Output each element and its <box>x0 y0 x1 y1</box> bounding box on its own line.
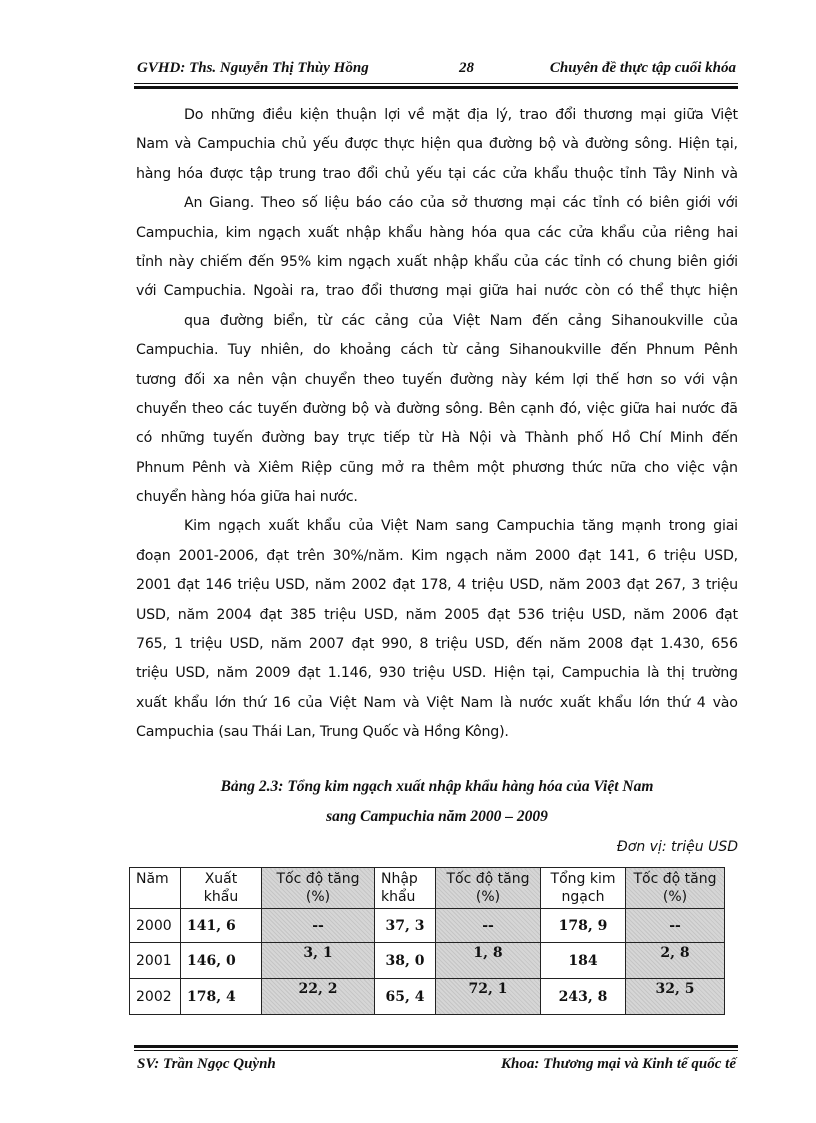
text-line: chuyển hàng hóa giữa hai nước. <box>136 489 358 506</box>
table-row <box>130 943 725 979</box>
cell-total: 184 <box>541 943 626 979</box>
footer-faculty: Khoa: Thương mại và Kinh tế quốc tế <box>501 1056 736 1072</box>
header-rule-thick <box>134 86 738 89</box>
text-line: tương đối xa nên vận chuyển theo tuyến đường này kém lợi thế hơn so với vận <box>136 371 738 388</box>
cell-year: 2001 <box>130 943 181 979</box>
cell-import-growth: 72, 1 <box>436 979 541 1015</box>
cell-export: 146, 0 <box>181 943 262 979</box>
text-line: có những tuyến đường bay trực tiếp từ Hà Nội và Thành phố Hồ Chí Minh đến <box>136 430 738 447</box>
page-header <box>137 60 736 82</box>
text-line: Campuchia. Tuy nhiên, do khoảng cách từ cảng Sihanoukville đến Phnum Pênh <box>136 342 738 359</box>
text-line: qua đường biển, từ các cảng của Việt Nam đến cảng Sihanoukville của <box>184 312 738 329</box>
cell-import-growth: -- <box>436 909 541 943</box>
text-line: An Giang. Theo số liệu báo cáo của sở thương mại các tỉnh có biên giới với <box>184 195 738 212</box>
col-header-import: Nhập khẩu <box>375 868 436 909</box>
text-line: Phnum Pênh và Xiêm Riệp cũng mở ra thêm một phương thức nữa cho việc vận <box>136 459 738 476</box>
col-header-import-growth: Tốc độ tăng (%) <box>436 868 541 909</box>
cell-export-growth: 3, 1 <box>262 943 375 979</box>
footer-rule-thin <box>134 1050 738 1051</box>
text-line: Campuchia, kim ngạch xuất nhập khẩu hàng hóa qua các cửa khẩu của riêng hai <box>136 224 738 241</box>
text-line: xuất khẩu lớn thứ 16 của Việt Nam và Việt Nam là nước xuất khẩu lớn thứ 4 vào <box>136 694 738 711</box>
text-line: Do những điều kiện thuận lợi về mặt địa lý, trao đổi thương mại giữa Việt <box>184 107 738 123</box>
trade-table <box>129 867 725 1015</box>
header-advisor: GVHD: Ths. Nguyễn Thị Thùy Hồng <box>137 60 369 76</box>
header-doc-title: Chuyên đề thực tập cuối khóa <box>549 60 736 76</box>
col-header-year: Năm <box>130 868 181 909</box>
text-line: USD, năm 2004 đạt 385 triệu USD, năm 2005 đạt 536 triệu USD, năm 2006 đạt <box>136 606 738 623</box>
table-caption-line1: Bảng 2.3: Tổng kim ngạch xuất nhập khẩu hàng hóa của Việt Nam <box>220 778 654 795</box>
cell-total-growth: -- <box>626 909 725 943</box>
cell-import: 65, 4 <box>375 979 436 1015</box>
cell-import-growth: 1, 8 <box>436 943 541 979</box>
text-line: chuyển theo các tuyến đường bộ và đường sông. Bên cạnh đó, việc giữa hai nước đã <box>136 400 738 417</box>
col-header-export: Xuất khẩu <box>181 868 262 909</box>
text-line: với Campuchia. Ngoài ra, trao đổi thương mại giữa hai nước còn có thể thực hiện <box>136 283 738 300</box>
text-line: tỉnh này chiếm đến 95% kim ngạch xuất nhập khẩu của các tỉnh có chung biên giới <box>136 253 738 270</box>
cell-year: 2002 <box>130 979 181 1015</box>
cell-import: 37, 3 <box>375 909 436 943</box>
cell-total: 178, 9 <box>541 909 626 943</box>
cell-total-growth: 32, 5 <box>626 979 725 1015</box>
header-rule-thin <box>134 83 738 84</box>
cell-total: 243, 8 <box>541 979 626 1015</box>
body-text <box>136 101 738 748</box>
footer-rule-thick <box>134 1045 738 1048</box>
cell-export-growth: -- <box>262 909 375 943</box>
col-header-export-growth: Tốc độ tăng (%) <box>262 868 375 909</box>
cell-export: 178, 4 <box>181 979 262 1015</box>
text-line: triệu USD, năm 2009 đạt 1.146, 930 triệu USD. Hiện tại, Campuchia là thị trường <box>136 665 738 682</box>
text-line: đoạn 2001-2006, đạt trên 30%/năm. Kim ngạch năm 2000 đạt 141, 6 triệu USD, <box>136 547 738 564</box>
text-line: 2001 đạt 146 triệu USD, năm 2002 đạt 178, 4 triệu USD, năm 2003 đạt 267, 3 triệu <box>136 577 738 594</box>
text-line: Nam và Campuchia chủ yếu được thực hiện qua đường bộ và đường sông. Hiện tại, <box>136 136 738 153</box>
cell-import: 38, 0 <box>375 943 436 979</box>
text-line: hàng hóa được tập trung trao đổi chủ yếu tại các cửa khẩu thuộc tỉnh Tây Ninh và <box>136 165 738 182</box>
cell-export: 141, 6 <box>181 909 262 943</box>
cell-year: 2000 <box>130 909 181 943</box>
table-header-row <box>130 868 725 909</box>
unit-note: Đơn vị: triệu USD <box>616 839 738 855</box>
footer-student: SV: Trần Ngọc Quỳnh <box>137 1056 276 1072</box>
table-row <box>130 909 725 943</box>
text-line: 765, 1 triệu USD, năm 2007 đạt 990, 8 triệu USD, đến năm 2008 đạt 1.430, 656 <box>136 636 738 653</box>
col-header-total-growth: Tốc độ tăng (%) <box>626 868 725 909</box>
table-row <box>130 979 725 1015</box>
cell-export-growth: 22, 2 <box>262 979 375 1015</box>
cell-total-growth: 2, 8 <box>626 943 725 979</box>
table-caption-line2: sang Campuchia năm 2000 – 2009 <box>326 808 548 825</box>
col-header-total: Tổng kim ngạch <box>541 868 626 909</box>
header-page-number: 28 <box>459 60 474 76</box>
text-line: Kim ngạch xuất khẩu của Việt Nam sang Campuchia tăng mạnh trong giai <box>184 518 738 535</box>
text-line: Campuchia (sau Thái Lan, Trung Quốc và Hồng Kông). <box>136 724 509 741</box>
